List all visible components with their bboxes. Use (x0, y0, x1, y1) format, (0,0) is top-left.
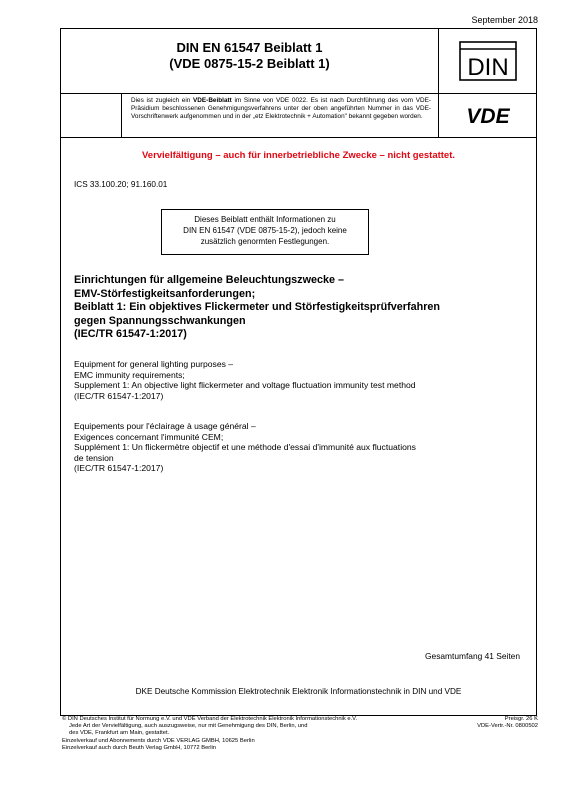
header-bottom-divider (61, 137, 536, 138)
publication-date: September 2018 (471, 15, 538, 25)
title-en-line: (IEC/TR 61547-1:2017) (74, 390, 164, 401)
title-fr-line: Equipements pour l'éclairage à usage général – (74, 421, 256, 431)
title-french (74, 421, 529, 474)
title-de-line: gegen Spannungsschwankungen (74, 314, 246, 327)
footer-line: Einzelverkauf und Abonnements durch VDE VERLAG GMBH, 10625 Berlin (62, 737, 255, 744)
footer-copyright (62, 716, 392, 752)
footer-line: Jede Art der Vervielfältigung, auch auszugsweise, nur mit Genehmigung des DIN, Berlin, und (69, 723, 308, 730)
din-logo-text: DIN (467, 54, 509, 81)
title-fr-line: Exigences concernant l'immunité CEM; (74, 431, 224, 442)
title-fr-line: de tension (74, 452, 114, 463)
footer-line: des VDE, Frankfurt am Main, gestattet. (69, 730, 170, 737)
note-bold: VDE-Beiblatt (193, 97, 232, 104)
title-en-line: EMC immunity requirements; (74, 369, 185, 380)
title-line-1: DIN EN 61547 Beiblatt 1 (176, 40, 323, 55)
info-box (161, 209, 369, 255)
title-german (74, 274, 529, 342)
title-en-line: Supplement 1: An objective light flickermeter and voltage fluctuation immunity test method (74, 380, 416, 390)
footer-price (477, 716, 538, 730)
ics-code: ICS 33.100.20; 91.160.01 (74, 180, 168, 189)
document-frame (60, 28, 537, 716)
title-de-line: EMV-Störfestigkeitsanforderungen; (74, 287, 256, 300)
title-de-line: Beiblatt 1: Ein objektives Flickermeter und Störfestigkeitsprüfverfahren (74, 301, 440, 313)
title-fr-line: Supplément 1: Un flickermètre objectif et une méthode d'essai d'immunité aux fluctuations (74, 442, 416, 452)
infobox-line-3: zusätzlich genormten Festlegungen. (200, 237, 330, 246)
vde-distribution-number: VDE-Vertr.-Nr. 0800502 (477, 723, 538, 730)
vde-logo-text: VDE (466, 105, 510, 126)
footer-line: Einzelverkauf auch durch Beuth Verlag GmbH, 10772 Berlin (62, 744, 217, 751)
title-english (74, 359, 529, 401)
title-de-line: Einrichtungen für allgemeine Beleuchtungszwecke – (74, 274, 344, 286)
price-group: Preisgr. 26 K (504, 716, 538, 722)
title-en-line: Equipment for general lighting purposes – (74, 359, 234, 369)
vde-note (131, 97, 431, 121)
infobox-line-2: DIN EN 61547 (VDE 0875-15-2), jedoch keine (183, 226, 347, 235)
note-prefix: Dies ist zugleich ein (131, 97, 194, 104)
vde-logo-icon (453, 104, 523, 126)
note-divider-vertical (121, 93, 122, 137)
title-line-2: (VDE 0875-15-2 Beiblatt 1) (169, 56, 330, 71)
reproduction-warning: Vervielfältigung – auch für innerbetriebliche Zwecke – nicht gestattet. (141, 150, 456, 161)
footer-line: © DIN Deutsches Institut für Normung e.V. und VDE Verband der Elektrotechnik Elektronik Informationstechnik e.V. (62, 716, 358, 722)
din-logo (439, 29, 537, 93)
note-suffix: im Sinne von VDE 0022. Es ist nach Durchführung des vom VDE-Präsidium beschlossenen Genehmigungsverfahrens unter der oben angeführten Nummer in das VDE-Vorschriftenwerk aufgenommen und in der „etz Elektrotechnik + Automation" bekannt gegeben worden. (131, 97, 431, 120)
din-logo-icon (459, 41, 517, 81)
document-title (61, 40, 438, 72)
infobox-line-1: Dieses Beiblatt enthält Informationen zu (194, 215, 336, 224)
vde-logo (439, 93, 537, 137)
dke-line: DKE Deutsche Kommission Elektrotechnik Elektronik Informationstechnik in DIN und VDE (135, 687, 462, 696)
title-fr-line: (IEC/TR 61547-1:2017) (74, 463, 164, 473)
page-count: Gesamtumfang 41 Seiten (425, 651, 520, 661)
title-de-line: (IEC/TR 61547-1:2017) (74, 328, 187, 340)
